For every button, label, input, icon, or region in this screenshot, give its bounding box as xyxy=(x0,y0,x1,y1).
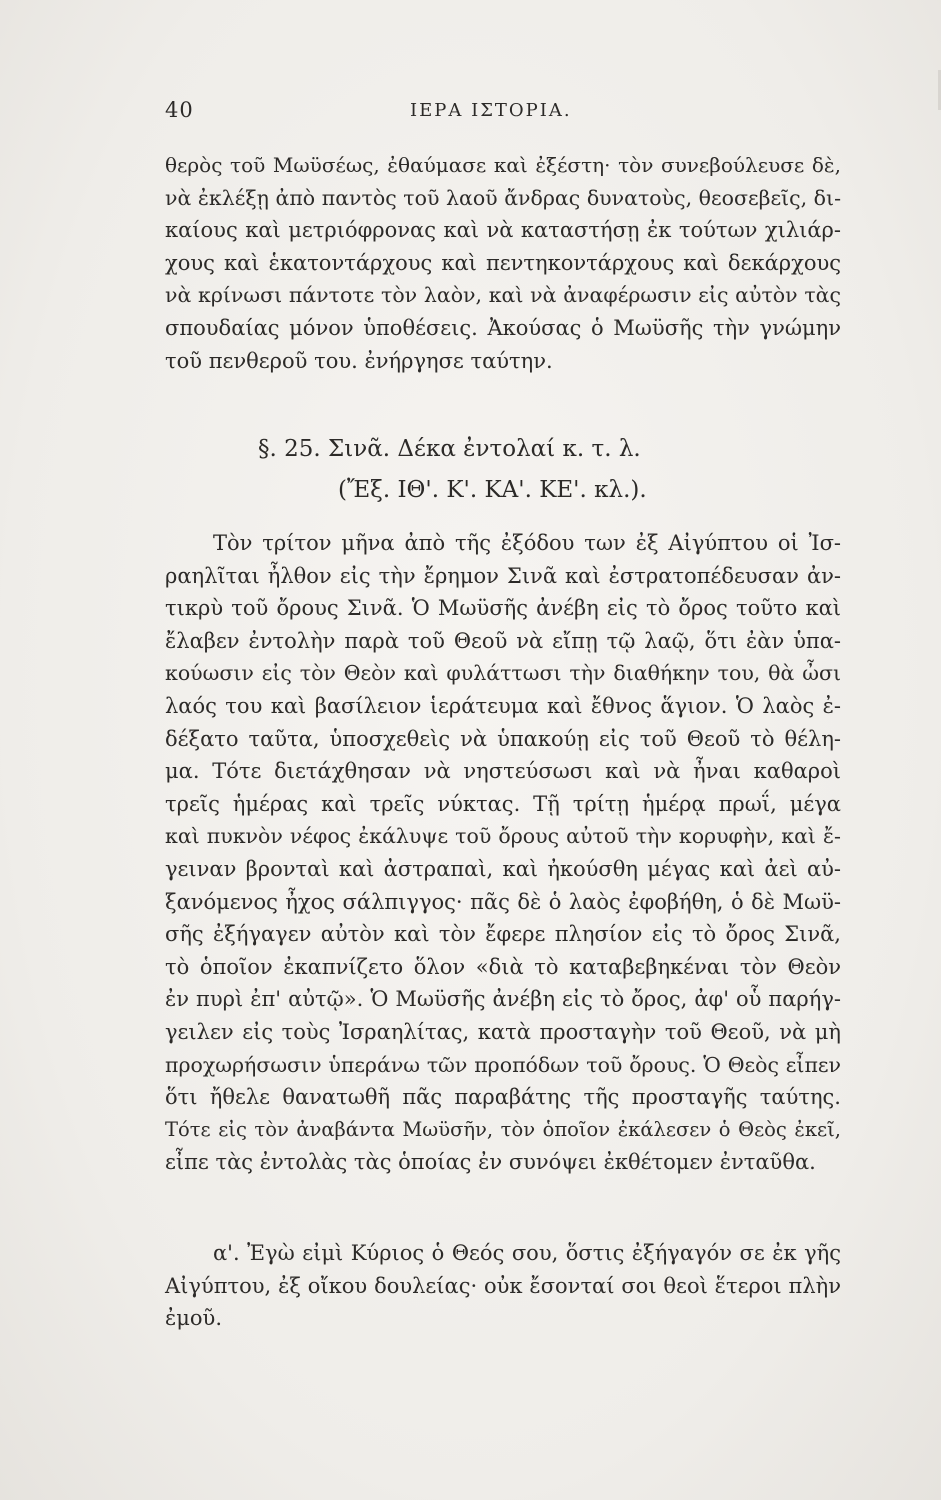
paragraph-1 xyxy=(165,149,841,377)
text-line: ὅτι ἤθελε θανατωθῆ πᾶς παραβάτης τῆς προσταγῆς ταύτης. xyxy=(165,1085,841,1110)
text-line: γειναν βρονταὶ καὶ ἀστραπαὶ, καὶ ἠκούσθη μέγας καὶ ἀεὶ αὐ- xyxy=(165,856,841,881)
text-line: σῆς ἐξήγαγεν αὐτὸν καὶ τὸν ἔφερε πλησίον εἰς τὸ ὄρος Σινᾶ, xyxy=(165,922,841,947)
text-line: γειλεν εἰς τοὺς Ἰσραηλίτας, κατὰ προσταγὴν τοῦ Θεοῦ, νὰ μὴ xyxy=(165,1019,841,1044)
section-title: §. 25. Σινᾶ. Δέκα ἐντολαί κ. τ. λ. xyxy=(258,436,641,462)
text-line: προχωρήσωσιν ὑπεράνω τῶν προπόδων τοῦ ὄρους. Ὁ Θεὸς εἶπεν xyxy=(165,1052,841,1077)
text-line: νὰ ἐκλέξῃ ἀπὸ παντὸς τοῦ λαοῦ ἄνδρας δυνατοὺς, θεοσεβεῖς, δι- xyxy=(165,185,841,210)
text-line: χους καὶ ἑκατοντάρχους καὶ πεντηκοντάρχους καὶ δεκάρχους xyxy=(165,250,841,275)
text-line: τοῦ πενθεροῦ του. ἐνήργησε ταύτην. xyxy=(165,348,553,373)
text-line: Αἰγύπτου, ἐξ οἴκου δουλείας· οὐκ ἔσονταί σοι θεοὶ ἕτεροι πλὴν xyxy=(165,1273,841,1298)
text-line: ραηλῖται ἦλθον εἰς τὴν ἔρημον Σινᾶ καὶ ἐστρατοπέδευσαν ἀν- xyxy=(165,563,841,588)
text-line: μα. Τότε διετάχθησαν νὰ νηστεύσωσι καὶ νὰ ἦναι καθαροὶ xyxy=(165,759,841,784)
running-title: ΙΕΡΑ ΙΣΤΟΡΙΑ. xyxy=(410,100,572,121)
text-line: ἐν πυρὶ ἐπ' αὐτῷ». Ὁ Μωϋσῆς ἀνέβη εἰς τὸ ὄρος, ἀφ' οὗ παρήγ- xyxy=(165,987,841,1012)
text-line: ξανόμενος ἦχος σάλπιγγος· πᾶς δὲ ὁ λαὸς ἐφοβήθη, ὁ δὲ Μωϋ- xyxy=(165,889,841,914)
text-line: καὶ πυκνὸν νέφος ἐκάλυψε τοῦ ὄρους αὐτοῦ τὴν κορυφὴν, καὶ ἔ- xyxy=(165,824,841,849)
text-line: εἶπε τὰς ἐντολὰς τὰς ὁποίας ἐν συνόψει ἐκθέτομεν ἐνταῦθα. xyxy=(165,1150,816,1175)
paragraph-2 xyxy=(165,527,841,1179)
text-line: τρεῖς ἡμέρας καὶ τρεῖς νύκτας. Τῇ τρίτῃ ἡμέρᾳ πρωΐ, μέγα xyxy=(165,791,841,816)
text-line: λαός του καὶ βασίλειον ἱεράτευμα καὶ ἔθνος ἅγιον. Ὁ λαὸς ἐ- xyxy=(165,693,841,718)
text-line: καίους καὶ μετριόφρονας καὶ νὰ καταστήσῃ ἐκ τούτων χιλιάρ- xyxy=(165,218,841,243)
text-line: Τὸν τρίτον μῆνα ἀπὸ τῆς ἐξόδου των ἐξ Αἰγύπτου οἱ Ἰσ- xyxy=(213,531,841,555)
text-line: ἐμοῦ. xyxy=(165,1306,223,1331)
text-line: κούωσιν εἰς τὸν Θεὸν καὶ φυλάττωσι τὴν διαθήκην του, θὰ ὦσι xyxy=(165,661,841,686)
page-header xyxy=(0,98,941,128)
text-line: Τότε εἰς τὸν ἀναβάντα Μωϋσῆν, τὸν ὁποῖον ἐκάλεσεν ὁ Θεὸς ἐκεῖ, xyxy=(165,1117,841,1141)
text-line: τὸ ὁποῖον ἐκαπνίζετο ὅλον «διὰ τὸ καταβεβηκέναι τὸν Θεὸν xyxy=(165,954,841,979)
paragraph-3 xyxy=(165,1237,841,1335)
text-line: δέξατο ταῦτα, ὑποσχεθεὶς νὰ ὑπακούῃ εἰς τοῦ Θεοῦ τὸ θέλη- xyxy=(165,726,841,751)
text-line: ἔλαβεν ἐντολὴν παρὰ τοῦ Θεοῦ νὰ εἴπῃ τῷ λαῷ, ὅτι ἐὰν ὑπα- xyxy=(165,628,841,653)
page-number: 40 xyxy=(165,98,194,122)
section-reference: (Ἔξ. ΙΘ'. Κ'. ΚΑ'. ΚΕ'. κλ.). xyxy=(338,477,647,503)
text-line: α'. Ἐγὼ εἰμὶ Κύριος ὁ Θεός σου, ὅστις ἐξήγαγόν σε ἐκ γῆς xyxy=(213,1241,841,1265)
text-line: θερὸς τοῦ Μωϋσέως, ἐθαύμασε καὶ ἐξέστη· τὸν συνεβούλευσε δὲ, xyxy=(165,153,841,177)
text-line: σπουδαίας μόνον ὑποθέσεις. Ἀκούσας ὁ Μωϋσῆς τὴν γνώμην xyxy=(165,315,841,340)
text-line: τικρὺ τοῦ ὄρους Σινᾶ. Ὁ Μωϋσῆς ἀνέβη εἰς τὸ ὄρος τοῦτο καὶ xyxy=(165,596,841,621)
text-line: νὰ κρίνωσι πάντοτε τὸν λαὸν, καὶ νὰ ἀναφέρωσιν εἰς αὐτὸν τὰς xyxy=(165,283,841,308)
